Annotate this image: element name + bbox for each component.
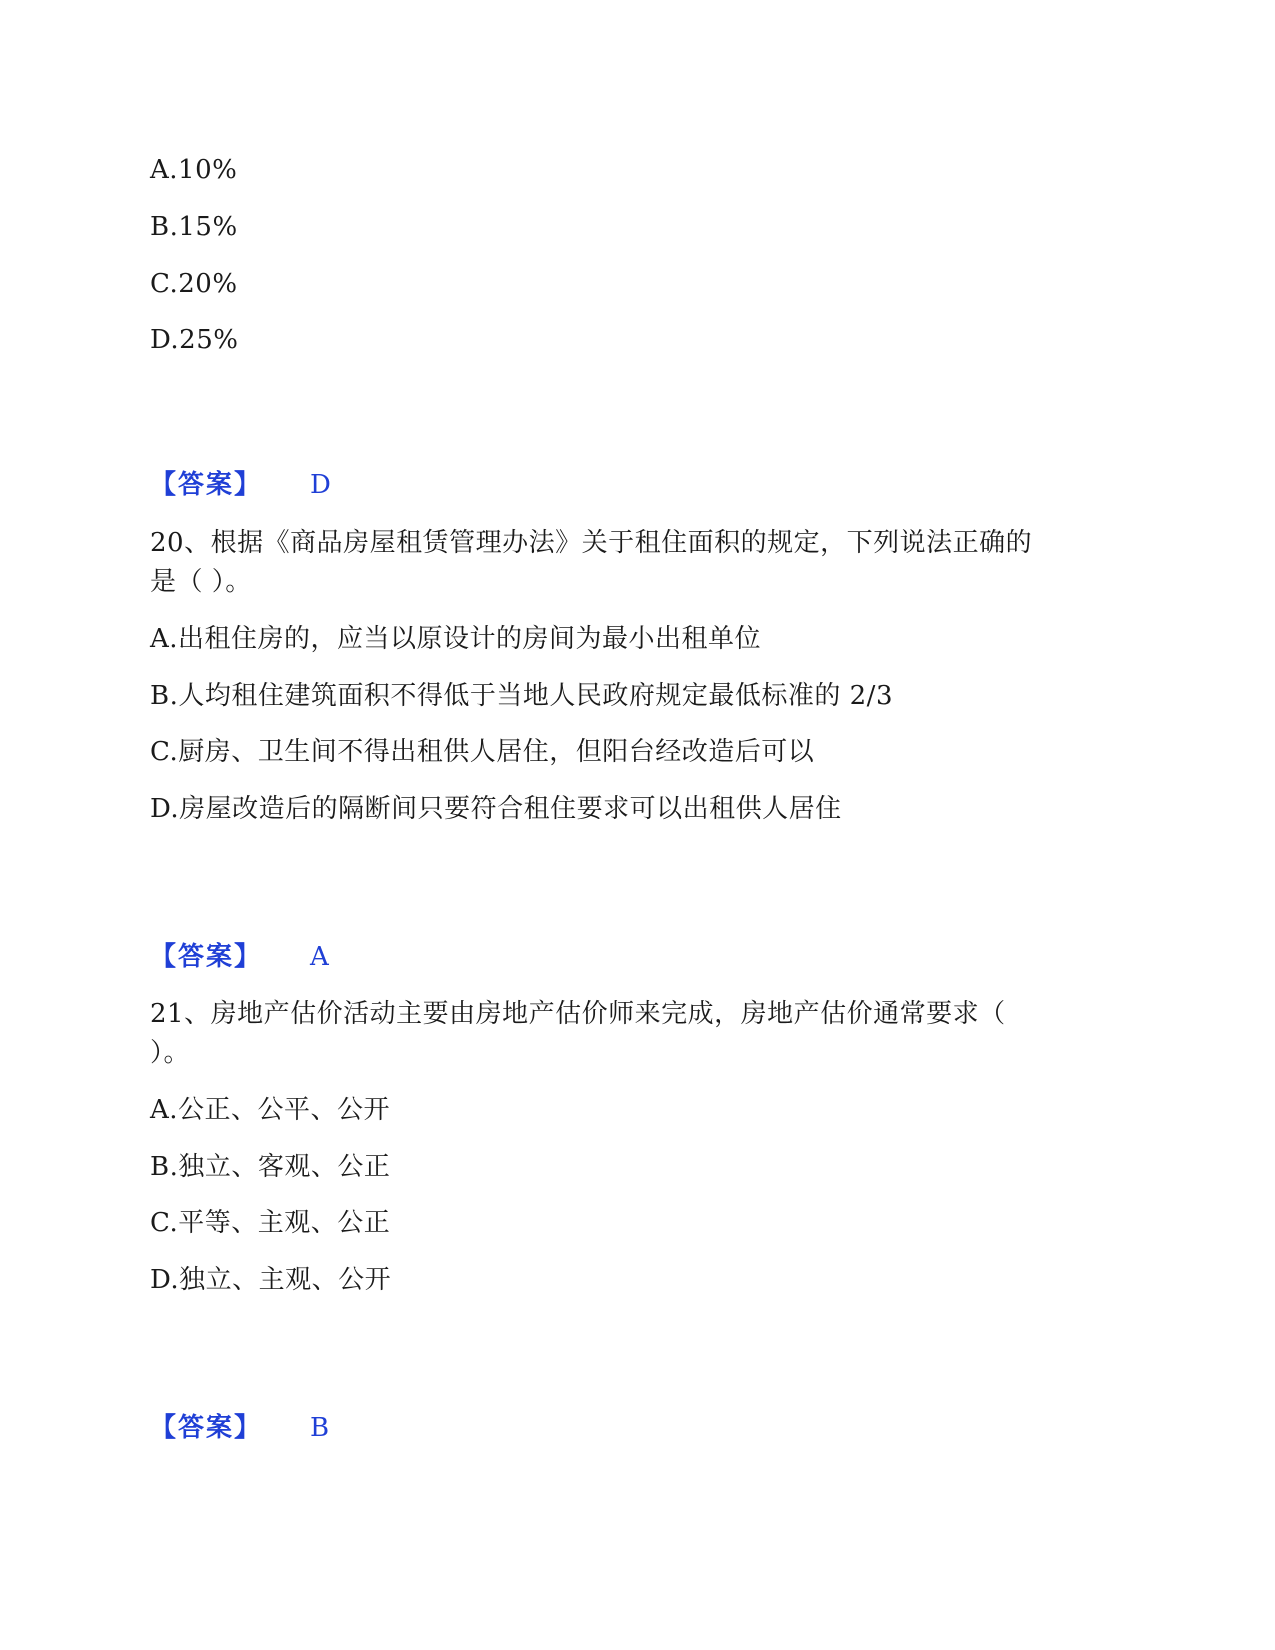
q19-answer-value: D [310,470,331,500]
q20-stem-line1: 20、根据《商品房屋租赁管理办法》关于租住面积的规定，下列说法正确的 [150,528,1033,558]
q21-answer-label: 【答案】 [150,1413,263,1443]
q19-option-a: A.10% [150,155,238,185]
q20-option-c: C.厨房、卫生间不得出租供人居住，但阳台经改造后可以 [150,737,815,767]
q21-option-b: B.独立、客观、公正 [150,1152,391,1182]
q20-option-b: B.人均租住建筑面积不得低于当地人民政府规定最低标准的 2/3 [150,681,893,711]
q20-option-d: D.房屋改造后的隔断间只要符合租住要求可以出租供人居住 [150,794,842,824]
q21-stem-line1: 21、房地产估价活动主要由房地产估价师来完成，房地产估价通常要求（ [150,999,1006,1029]
q19-option-d: D.25% [150,325,239,355]
q20-option-a: A.出租住房的，应当以原设计的房间为最小出租单位 [150,624,762,654]
q21-option-a: A.公正、公平、公开 [150,1095,391,1125]
q20-answer-value: A [310,942,329,972]
q19-option-b: B.15% [150,212,238,242]
q21-option-c: C.平等、主观、公正 [150,1208,391,1238]
q19-answer-label: 【答案】 [150,470,263,500]
q20-answer-label: 【答案】 [150,942,263,972]
q21-option-d: D.独立、主观、公开 [150,1265,392,1295]
q20-stem-line2: 是（ ）。 [150,567,252,597]
q21-stem-line2: ）。 [150,1038,191,1068]
q19-option-c: C.20% [150,269,238,299]
q21-answer-value: B [310,1413,330,1443]
